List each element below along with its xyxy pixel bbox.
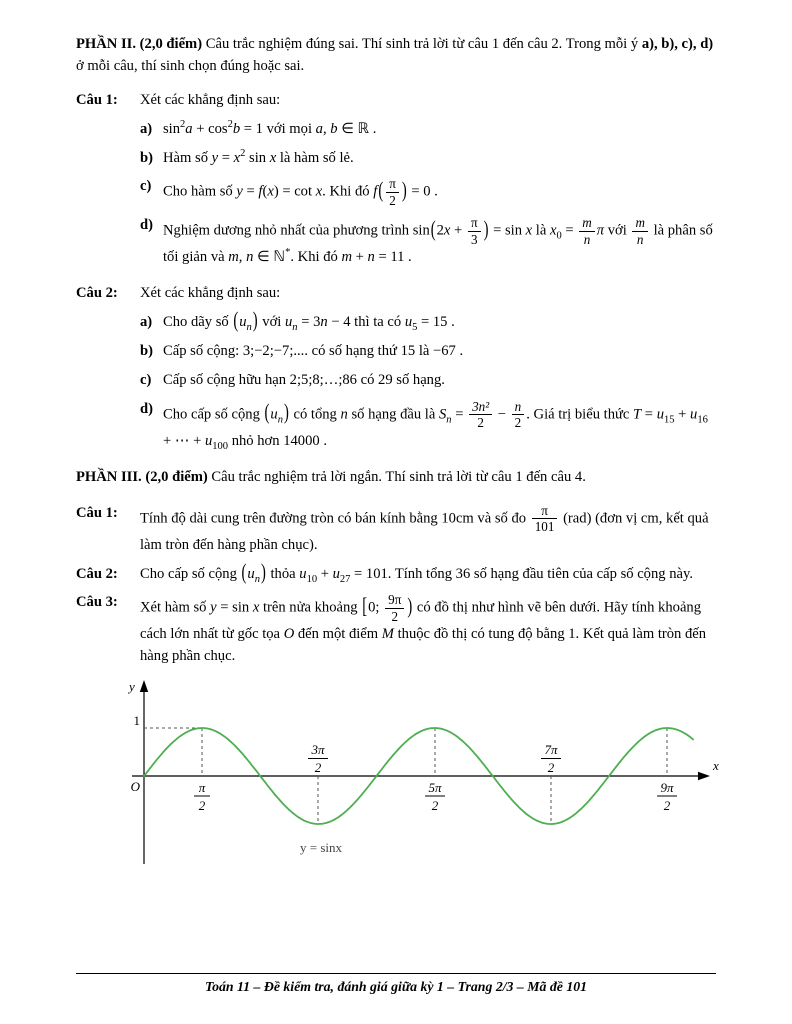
part3-question-3 — [76, 592, 716, 668]
statement-text: Cấp số cộng hữu hạn 2;5;8;…;86 có 29 số hạng. — [163, 372, 445, 389]
statement-text: Cấp số cộng: 3;−2;−7;.... có số hạng thứ 15 là −67 . — [163, 343, 464, 360]
question-body — [140, 90, 716, 277]
question-number: Câu 1: — [76, 91, 118, 108]
sine-graph — [124, 676, 719, 884]
svg-text:7π: 7π — [544, 742, 558, 758]
question-intro: Xét các khẳng định sau: — [140, 91, 281, 108]
svg-text:2: 2 — [547, 760, 555, 776]
x-tick-7pi-2 — [541, 742, 561, 775]
x-axis-label: x — [713, 758, 719, 774]
part3-question-2 — [76, 560, 716, 586]
statement-a — [140, 308, 716, 334]
footer-rule — [76, 973, 716, 974]
statement-label: d) — [140, 217, 153, 234]
question-text: Xét hàm số y = sin x trên nửa khoảng [0; $\frac{9\pi}{2}$ ) có đồ thị như hình vẽ bên dưới. Hãy tính khoảng cách lớn nhất từ gốc tọa O đến một điểm M thuộc đồ thị có tung độ bằng 1. Kết quả làm tròn đến hàng phần chục. — [140, 592, 707, 665]
x-tick-9pi-2 — [657, 780, 677, 813]
statement-text: Nghiệm dương nhỏ nhất của phương trình sin(2x + $\frac{\pi}{3}$ ) = sin x là $x_0$ = $\frac{m}{n}$ π với $\frac{m}{n}$ là phân số tối giản và m, n ∈ ℕ*. Khi đó m + n = 11 . — [163, 215, 713, 266]
statement-label: a) — [140, 120, 153, 137]
footer-text: Toán 11 – Đề kiểm tra, đánh giá giữa kỳ 1 – Trang 2/3 – Mã đề 101 — [204, 979, 588, 995]
statement-text: Hàm số $y = x^2$ sin x là hàm số lẻ. — [163, 147, 354, 166]
y-axis-arrow-icon — [140, 680, 148, 692]
svg-text:2: 2 — [431, 798, 439, 814]
statement-text: Cho dãy số $(u_n)$ với $u_n = 3n - 4$ thì ta có $u_5 = 15$ . — [163, 308, 455, 334]
svg-text:2: 2 — [314, 760, 322, 776]
x-axis-arrow-icon — [698, 772, 710, 780]
part3-header: PHẦN III. (2,0 điểm) Câu trắc nghiệm trả lời ngắn. Thí sinh trả lời từ câu 1 đến câu 4. — [76, 468, 586, 485]
svg-text:π: π — [198, 780, 206, 796]
x-tick-pi-2 — [194, 780, 210, 813]
sine-graph-svg — [124, 676, 728, 876]
statement-d — [140, 215, 716, 269]
part2-header: PHẦN II. (2,0 điểm) Câu trắc nghiệm đúng sai. Thí sinh trả lời từ câu 1 đến câu 2. Trong mỗi ý a), b), c), d) ở mỗi câu, thí sinh chọn đúng hoặc sai. — [76, 36, 714, 74]
statement-label: c) — [140, 372, 152, 389]
statement-label: b) — [140, 343, 153, 360]
statement-b — [140, 341, 716, 363]
statement-label: b) — [140, 149, 153, 166]
statement-d — [140, 399, 716, 453]
part3-question-1 — [76, 503, 716, 557]
question-text: Tính độ dài cung trên đường tròn có bán kính bằng 10cm và số đo $\frac{\pi}{101}$ (rad) (đơn vị cm, kết quả làm tròn đến hàng phần chục). — [140, 502, 709, 553]
svg-text:5π: 5π — [428, 780, 442, 796]
statement-text: $\sin^2a + \cos^2b = 1$ với mọi a, b ∈ ℝ . — [163, 118, 377, 137]
question-text: Cho cấp số cộng $(u_n)$ thỏa $u_{10} + u_{27} = 101$. Tính tổng 36 số hạng đầu tiên của cấp số cộng này. — [140, 560, 693, 585]
statement-b — [140, 148, 716, 170]
statement-text: Cho hàm số y = f(x) = cot x. Khi đó f( $\frac{\pi}{2}$ ) = 0 . — [163, 176, 438, 208]
statement-label: a) — [140, 314, 153, 331]
question-number: Câu 2: — [76, 285, 118, 302]
statement-label: c) — [140, 178, 152, 195]
statement-label: d) — [140, 400, 153, 417]
svg-text:2: 2 — [198, 798, 206, 814]
svg-text:9π: 9π — [660, 780, 674, 796]
statement-a — [140, 119, 716, 141]
page-footer — [76, 973, 716, 998]
x-tick-3pi-2 — [308, 742, 328, 775]
statement-text: Cho cấp số cộng $(u_n)$ có tổng n số hạng đầu là $S_n$ = $\frac{\text{3n²}}{2}$ − $\frac{n}{2}$ . Giá trị biểu thức $T = u_{15} + u_{16}$ + ⋯ + $u_{100}$ nhỏ hơn 14000 . — [163, 398, 708, 452]
origin-label: O — [130, 779, 140, 795]
curve-label: y = sinx — [300, 840, 343, 856]
part2-question-2 — [76, 283, 716, 459]
question-body — [140, 283, 716, 459]
y-tick-1-label: 1 — [133, 713, 140, 729]
svg-text:3π: 3π — [311, 742, 325, 758]
statement-c — [140, 176, 716, 208]
question-number: Câu 3: — [76, 594, 118, 611]
question-intro: Xét các khẳng định sau: — [140, 285, 281, 302]
y-axis-label: y — [129, 679, 135, 695]
part2-question-1 — [76, 90, 716, 277]
question-number: Câu 1: — [76, 504, 118, 521]
svg-text:2: 2 — [663, 798, 671, 814]
x-tick-5pi-2 — [425, 780, 445, 813]
question-number: Câu 2: — [76, 565, 118, 582]
statement-c — [140, 370, 716, 392]
